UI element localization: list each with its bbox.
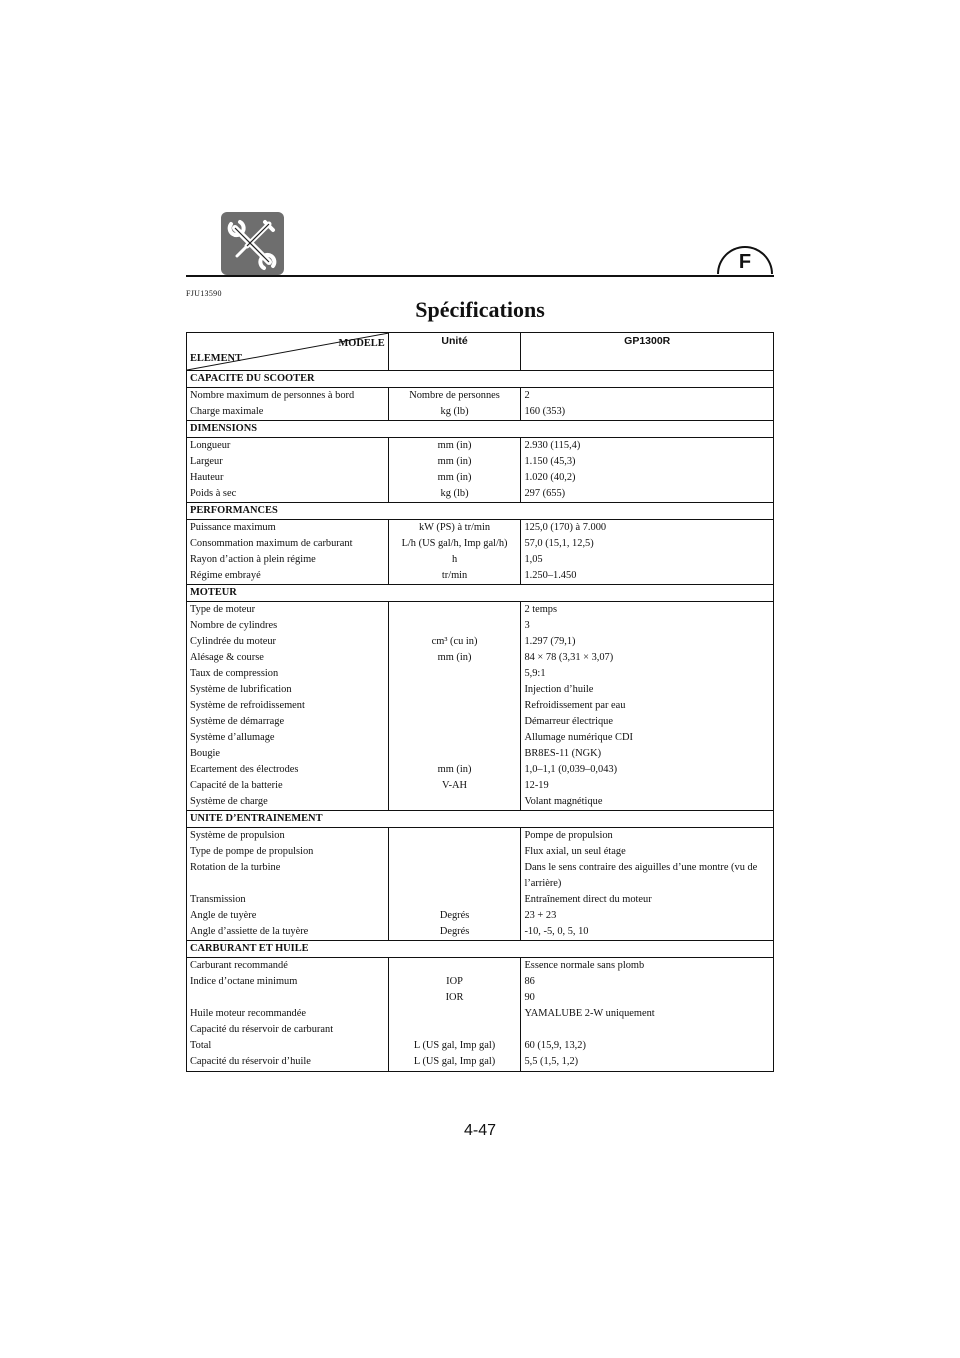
spec-value: 12-19 [524,780,549,791]
spec-row [187,730,774,746]
section-title: CAPACITE DU SCOOTER [187,371,774,388]
spec-row [187,520,774,537]
spec-label: Puissance maximum [187,520,389,537]
section-header-row [187,371,774,388]
spec-unit [388,602,521,619]
spec-value: 3 [524,620,530,631]
spec-value: Essence normale sans plomb [524,960,645,971]
spec-label: Capacité du réservoir de carburant [187,1022,389,1038]
spec-row [187,714,774,730]
spec-row [187,892,774,908]
spec-row [187,1038,774,1054]
section-header-row [187,421,774,438]
spec-label: Angle de tuyère [187,908,389,924]
spec-label: Charge maximale [187,404,389,421]
spec-label: Type de pompe de propulsion [187,844,389,860]
spec-value: 5,5 (1,5, 1,2) [524,1056,579,1067]
corner-label-model: MODELE [338,338,385,349]
spec-row [187,698,774,714]
spec-label: Alésage & course [187,650,389,666]
language-badge: F [717,246,773,274]
spec-label: Huile moteur recommandée [187,1006,389,1022]
spec-value: 1.250–1.450 [524,570,577,581]
spec-label: Système de démarrage [187,714,389,730]
spec-value: 125,0 (170) à 7.000 [524,522,607,533]
spec-value: 2 [524,390,530,401]
spec-unit: L (US gal, Imp gal) [388,1054,521,1072]
spec-unit [388,714,521,730]
spec-row [187,762,774,778]
spec-label: Cylindrée du moteur [187,634,389,650]
spec-row [187,536,774,552]
spec-unit [388,794,521,811]
spec-label: Système de charge [187,794,389,811]
spec-value: 90 [524,992,535,1003]
section-code: FJU13590 [186,289,222,298]
spec-unit [388,1022,521,1038]
corner-label-element: ELEMENT [190,353,242,364]
section-header-row [187,811,774,828]
spec-value: Volant magnétique [524,796,603,807]
spec-label: Angle d’assiette de la tuyère [187,924,389,941]
spec-row [187,924,774,941]
spec-unit [388,1006,521,1022]
spec-label: Système de lubrification [187,682,389,698]
spec-row [187,860,774,892]
spec-label: Système de refroidissement [187,698,389,714]
spec-unit [388,844,521,860]
spec-value: -10, -5, 0, 5, 10 [524,926,589,937]
spec-value: Allumage numérique CDI [524,732,633,743]
spec-value: 60 (15,9, 13,2) [524,1040,586,1051]
spec-unit: kg (lb) [388,404,521,421]
spec-value: Entraînement direct du moteur [524,894,652,905]
spec-row [187,470,774,486]
spec-unit: mm (in) [388,438,521,455]
spec-row [187,990,774,1006]
spec-unit: Nombre de personnes [388,388,521,405]
spec-value: 86 [524,976,535,987]
spec-label [187,990,389,1006]
spec-unit: h [388,552,521,568]
spec-label: Nombre de cylindres [187,618,389,634]
spec-row [187,844,774,860]
section-title: CARBURANT ET HUILE [187,941,774,958]
spec-value: 1.297 (79,1) [524,636,576,647]
spec-unit [388,730,521,746]
section-title: DIMENSIONS [187,421,774,438]
spec-value: 160 (353) [524,406,566,417]
spec-unit [388,828,521,845]
spec-row [187,1006,774,1022]
spec-row [187,404,774,421]
spec-unit [388,666,521,682]
spec-value: 23 + 23 [524,910,557,921]
spec-value: 57,0 (15,1, 12,5) [524,538,594,549]
section-header-row [187,503,774,520]
spec-row [187,486,774,503]
spec-label: Régime embrayé [187,568,389,585]
spec-row [187,388,774,405]
spec-row [187,794,774,811]
spec-label: Système d’allumage [187,730,389,746]
spec-unit: L (US gal, Imp gal) [388,1038,521,1054]
spec-unit [388,682,521,698]
spec-value: 5,9:1 [524,668,546,679]
spec-value: Injection d’huile [524,684,594,695]
spec-unit [388,698,521,714]
spec-value: Dans le sens contraire des aiguilles d’une montre (vu de l’arrière) [524,862,758,889]
spec-label: Système de propulsion [187,828,389,845]
section-title: MOTEUR [187,585,774,602]
spec-label: Nombre maximum de personnes à bord [187,388,389,405]
header-rule [186,275,774,277]
spec-row [187,552,774,568]
column-header-model: GP1300R [521,333,774,371]
spec-value: Pompe de propulsion [524,830,613,841]
spec-value: 1,0–1,1 (0,039–0,043) [524,764,618,775]
spec-value: 297 (655) [524,488,566,499]
page-title: Spécifications [415,297,545,322]
spec-unit: mm (in) [388,470,521,486]
spec-row [187,1054,774,1072]
spec-unit: Degrés [388,908,521,924]
spec-unit: mm (in) [388,650,521,666]
spec-label: Capacité de la batterie [187,778,389,794]
spec-unit: tr/min [388,568,521,585]
spec-table-body [187,371,774,1072]
spec-label: Type de moteur [187,602,389,619]
spec-unit: mm (in) [388,762,521,778]
spec-unit [388,746,521,762]
spec-value: 2.930 (115,4) [524,440,581,451]
spec-value: Refroidissement par eau [524,700,626,711]
spec-label: Rotation de la turbine [187,860,389,892]
spec-row [187,682,774,698]
spec-row [187,618,774,634]
spec-value: Flux axial, un seul étage [524,846,626,857]
wrench-screwdriver-icon [221,212,284,275]
spec-row [187,666,774,682]
spec-unit: mm (in) [388,454,521,470]
spec-label: Transmission [187,892,389,908]
spec-value [521,1022,774,1038]
spec-row [187,778,774,794]
spec-label: Largeur [187,454,389,470]
spec-row [187,568,774,585]
spec-label: Bougie [187,746,389,762]
spec-value: 1.020 (40,2) [524,472,576,483]
table-header-row [187,333,774,371]
spec-row [187,634,774,650]
spec-unit: kW (PS) à tr/min [388,520,521,537]
column-header-unit: Unité [388,333,521,371]
spec-label: Carburant recommandé [187,958,389,975]
spec-row [187,908,774,924]
spec-unit [388,958,521,975]
section-title: PERFORMANCES [187,503,774,520]
spec-unit: Degrés [388,924,521,941]
section-title: UNITE D’ENTRAINEMENT [187,811,774,828]
spec-label: Poids à sec [187,486,389,503]
spec-row [187,1022,774,1038]
spec-row [187,828,774,845]
spec-value: Démarreur électrique [524,716,613,727]
spec-unit: V-AH [388,778,521,794]
spec-unit: IOP [388,974,521,990]
spec-row [187,438,774,455]
spec-unit: L/h (US gal/h, Imp gal/h) [388,536,521,552]
wrench-screwdriver-icon-graphic [221,212,284,275]
spec-label: Capacité du réservoir d’huile [187,1054,389,1072]
spec-label: Consommation maximum de carburant [187,536,389,552]
spec-row [187,650,774,666]
page-number: 4-47 [463,1122,497,1139]
spec-label: Ecartement des électrodes [187,762,389,778]
spec-label: Hauteur [187,470,389,486]
spec-value: BR8ES-11 (NGK) [524,748,602,759]
spec-value: 84 × 78 (3,31 × 3,07) [524,652,614,663]
spec-value: 2 temps [524,604,558,615]
spec-label: Longueur [187,438,389,455]
corner-header [187,333,389,371]
spec-row [187,974,774,990]
spec-unit: kg (lb) [388,486,521,503]
spec-unit [388,860,521,892]
spec-row [187,454,774,470]
spec-unit [388,618,521,634]
spec-label: Total [187,1038,389,1054]
spec-value: 1.150 (45,3) [524,456,576,467]
spec-table [186,332,774,1072]
spec-row [187,746,774,762]
spec-unit: cm³ (cu in) [388,634,521,650]
spec-label: Indice d’octane minimum [187,974,389,990]
spec-value: YAMALUBE 2-W uniquement [524,1008,655,1019]
spec-row [187,958,774,975]
spec-label: Rayon d’action à plein régime [187,552,389,568]
spec-value: 1,05 [524,554,543,565]
spec-label: Taux de compression [187,666,389,682]
section-header-row [187,585,774,602]
spec-unit [388,892,521,908]
spec-unit: IOR [388,990,521,1006]
section-header-row [187,941,774,958]
spec-row [187,602,774,619]
